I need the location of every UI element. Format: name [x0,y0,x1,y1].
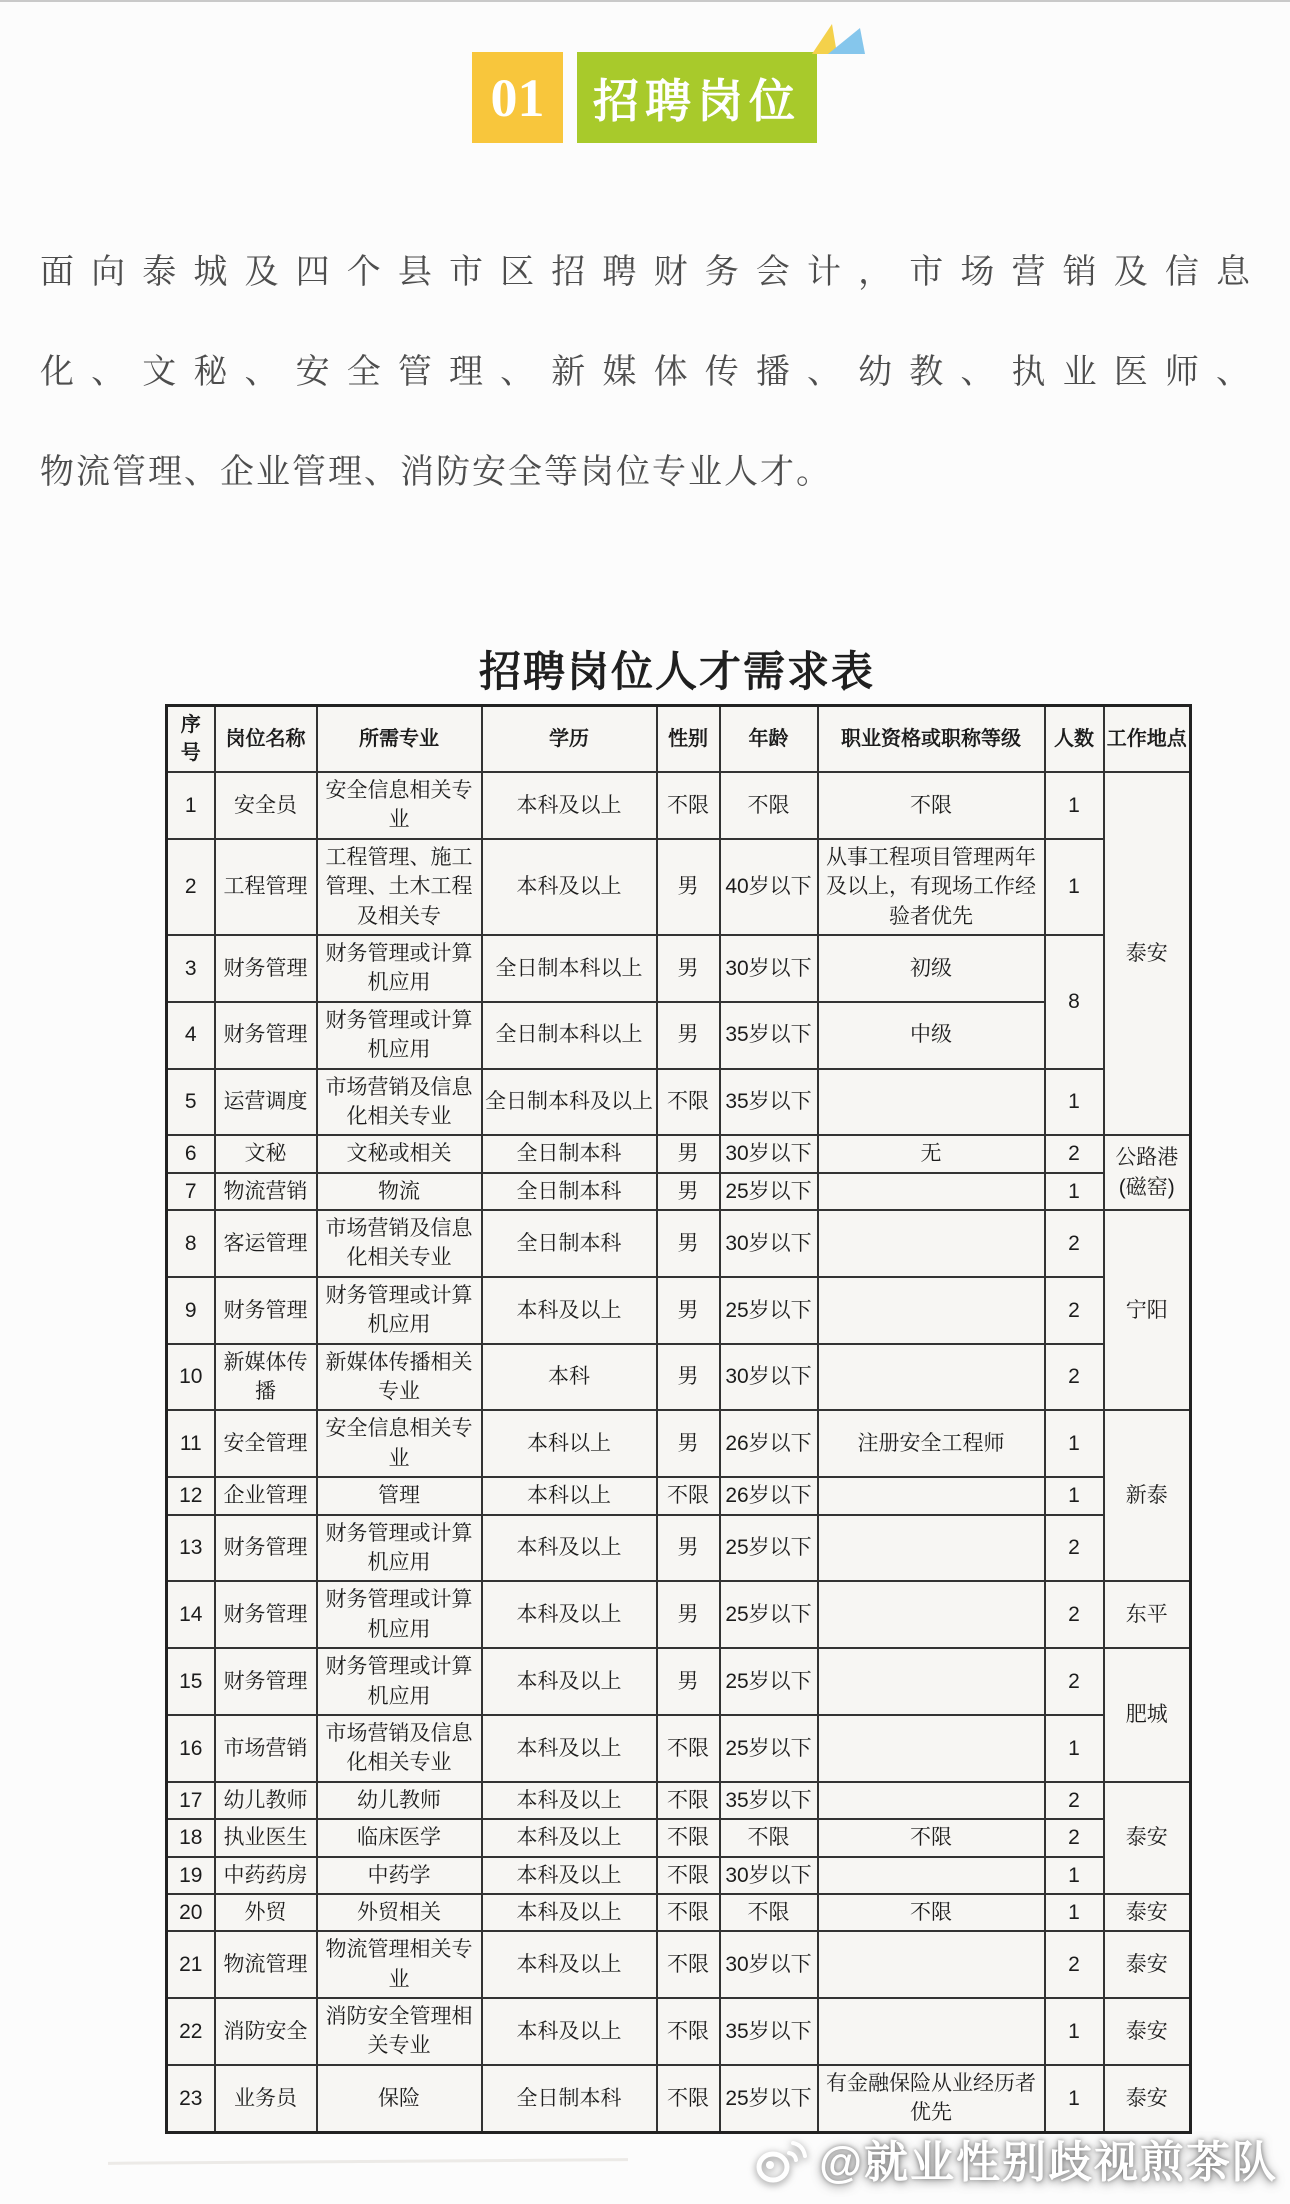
table-row [167,1410,1191,1477]
cell-qualification: 不限 [818,1894,1045,1931]
cell-no: 2 [167,839,215,935]
cell-position: 安全管理 [215,1410,317,1477]
cell-position: 财务管理 [215,1277,317,1344]
table-row [167,1782,1191,1819]
cell-gender: 男 [657,1173,720,1210]
header-location: 工作地点 [1104,706,1191,773]
cell-count: 1 [1045,772,1104,839]
cell-age: 不限 [720,1819,818,1856]
table-row [167,1894,1191,1931]
cell-count: 2 [1045,1931,1104,1998]
cell-major: 物流管理相关专业 [317,1931,482,1998]
intro-line: 物流管理、企业管理、消防安全等岗位专业人才。 [40,453,832,491]
cell-education: 全日制本科 [482,1210,657,1277]
cell-no: 18 [167,1819,215,1856]
cell-major: 工程管理、施工管理、土木工程及相关专 [317,839,482,935]
cell-age: 30岁以下 [720,1857,818,1894]
cell-gender: 不限 [657,1782,720,1819]
cell-education: 全日制本科及以上 [482,1069,657,1136]
section-number: 01 [472,52,563,143]
cell-gender: 不限 [657,1819,720,1856]
cell-position: 安全员 [215,772,317,839]
cell-education: 全日制本科 [482,1173,657,1210]
cell-count: 2 [1045,1648,1104,1715]
cell-count: 1 [1045,1173,1104,1210]
cell-position: 物流营销 [215,1173,317,1210]
cell-no: 15 [167,1648,215,1715]
section-title: 招聘岗位 [577,52,817,143]
cell-count: 2 [1045,1515,1104,1582]
cell-education: 本科及以上 [482,1931,657,1998]
cell-position: 业务员 [215,2065,317,2132]
cell-education: 本科及以上 [482,1581,657,1648]
cell-no: 17 [167,1782,215,1819]
cell-age: 30岁以下 [720,1344,818,1411]
table-title: 招聘岗位人才需求表 [478,650,875,696]
watermark [0,2126,1278,2190]
cell-education: 全日制本科以上 [482,1002,657,1069]
cell-education: 本科及以上 [482,1894,657,1931]
cell-no: 20 [167,1894,215,1931]
cell-position: 财务管理 [215,1581,317,1648]
cell-count: 2 [1045,1135,1104,1172]
cell-age: 30岁以下 [720,1135,818,1172]
recruitment-table [165,704,1192,2134]
cell-gender: 不限 [657,1715,720,1782]
cell-major: 临床医学 [317,1819,482,1856]
cell-major: 财务管理或计算机应用 [317,1002,482,1069]
cell-qualification [818,1277,1045,1344]
cell-major: 财务管理或计算机应用 [317,1648,482,1715]
cell-location: 泰安 [1104,1931,1191,1998]
cell-education: 本科及以上 [482,1715,657,1782]
cell-age: 26岁以下 [720,1477,818,1514]
cell-major: 新媒体传播相关专业 [317,1344,482,1411]
cell-count: 1 [1045,1715,1104,1782]
cell-location: 泰安 [1104,2065,1191,2132]
intro-paragraph [40,222,1251,522]
cell-education: 本科及以上 [482,1819,657,1856]
cell-count: 1 [1045,1894,1104,1931]
cell-major: 幼儿教师 [317,1782,482,1819]
cell-major: 外贸相关 [317,1894,482,1931]
table-row [167,839,1191,935]
cell-education: 本科及以上 [482,839,657,935]
cell-no: 21 [167,1931,215,1998]
cell-count: 2 [1045,1277,1104,1344]
cell-education: 本科及以上 [482,1782,657,1819]
cell-qualification: 中级 [818,1002,1045,1069]
cell-qualification [818,1344,1045,1411]
table-row [167,1998,1191,2065]
cell-location: 东平 [1104,1581,1191,1648]
table-row [167,1344,1191,1411]
cell-count: 2 [1045,1782,1104,1819]
cell-count: 1 [1045,1069,1104,1136]
cell-qualification: 有金融保险从业经历者优先 [818,2065,1045,2132]
cell-no: 12 [167,1477,215,1514]
cell-count: 2 [1045,1344,1104,1411]
cell-age: 35岁以下 [720,1998,818,2065]
table-row [167,1277,1191,1344]
cell-education: 本科及以上 [482,772,657,839]
table-row [167,1857,1191,1894]
cell-position: 财务管理 [215,1515,317,1582]
cell-gender: 不限 [657,772,720,839]
cell-qualification [818,1173,1045,1210]
cell-no: 19 [167,1857,215,1894]
cell-position: 运营调度 [215,1069,317,1136]
cell-no: 8 [167,1210,215,1277]
scanned-table-section [0,612,1290,2134]
cell-location: 泰安 [1104,1998,1191,2065]
cell-no: 23 [167,2065,215,2132]
cell-major: 市场营销及信息化相关专业 [317,1069,482,1136]
cell-location: 新泰 [1104,1410,1191,1581]
header-gender: 性别 [657,706,720,773]
cell-age: 30岁以下 [720,1931,818,1998]
cell-gender: 不限 [657,2065,720,2132]
cell-gender: 男 [657,935,720,1002]
cell-qualification: 初级 [818,935,1045,1002]
cell-position: 工程管理 [215,839,317,935]
cell-age: 30岁以下 [720,935,818,1002]
table-row [167,1515,1191,1582]
cell-location: 肥城 [1104,1648,1191,1782]
cell-position: 文秘 [215,1135,317,1172]
cell-gender: 不限 [657,1857,720,1894]
corner-triangles-icon [810,24,870,56]
cell-qualification: 注册安全工程师 [818,1410,1045,1477]
cell-gender: 不限 [657,1998,720,2065]
cell-count: 8 [1045,935,1104,1069]
cell-education: 本科以上 [482,1410,657,1477]
cell-major: 物流 [317,1173,482,1210]
cell-age: 26岁以下 [720,1410,818,1477]
intro-line: 化、文秘、安全管理、新媒体传播、幼教、执业医师、 [40,353,1251,391]
cell-major: 管理 [317,1477,482,1514]
cell-count: 1 [1045,1857,1104,1894]
cell-position: 消防安全 [215,1998,317,2065]
cell-position: 客运管理 [215,1210,317,1277]
cell-position: 企业管理 [215,1477,317,1514]
cell-major: 财务管理或计算机应用 [317,1581,482,1648]
cell-age: 25岁以下 [720,1581,818,1648]
cell-age: 25岁以下 [720,2065,818,2132]
cell-qualification [818,1857,1045,1894]
cell-position: 外贸 [215,1894,317,1931]
cell-no: 13 [167,1515,215,1582]
cell-education: 全日制本科以上 [482,935,657,1002]
cell-position: 物流管理 [215,1931,317,1998]
cell-education: 本科及以上 [482,1277,657,1344]
cell-position: 新媒体传播 [215,1344,317,1411]
section-badge [472,52,817,143]
cell-gender: 男 [657,1344,720,1411]
cell-no: 7 [167,1173,215,1210]
cell-gender: 男 [657,1410,720,1477]
cell-qualification [818,1648,1045,1715]
cell-count: 1 [1045,1477,1104,1514]
cell-age: 不限 [720,772,818,839]
table-row [167,1069,1191,1136]
cell-age: 30岁以下 [720,1210,818,1277]
cell-position: 财务管理 [215,1002,317,1069]
cell-gender: 不限 [657,1931,720,1998]
cell-gender: 男 [657,1210,720,1277]
cell-position: 财务管理 [215,935,317,1002]
cell-major: 市场营销及信息化相关专业 [317,1210,482,1277]
cell-major: 市场营销及信息化相关专业 [317,1715,482,1782]
cell-position: 执业医生 [215,1819,317,1856]
cell-qualification [818,1782,1045,1819]
cell-education: 全日制本科 [482,1135,657,1172]
cell-education: 本科以上 [482,1477,657,1514]
table-row [167,1715,1191,1782]
cell-location: 泰安 [1104,772,1191,1135]
cell-position: 市场营销 [215,1715,317,1782]
header-age: 年龄 [720,706,818,773]
cell-no: 16 [167,1715,215,1782]
cell-qualification [818,1931,1045,1998]
cell-no: 11 [167,1410,215,1477]
table-row [167,1931,1191,1998]
cell-gender: 男 [657,839,720,935]
cell-qualification [818,1069,1045,1136]
cell-major: 中药学 [317,1857,482,1894]
cell-major: 安全信息相关专业 [317,1410,482,1477]
cell-no: 3 [167,935,215,1002]
cell-major: 财务管理或计算机应用 [317,1515,482,1582]
header-major: 所需专业 [317,706,482,773]
weibo-icon [755,2137,809,2185]
table-header-row [167,706,1191,773]
cell-location: 宁阳 [1104,1210,1191,1410]
cell-count: 2 [1045,1819,1104,1856]
cell-education: 本科及以上 [482,1998,657,2065]
cell-no: 22 [167,1998,215,2065]
cell-qualification [818,1477,1045,1514]
cell-major: 消防安全管理相关专业 [317,1998,482,2065]
cell-qualification: 从事工程项目管理两年及以上，有现场工作经验者优先 [818,839,1045,935]
cell-no: 10 [167,1344,215,1411]
cell-education: 本科及以上 [482,1515,657,1582]
cell-no: 6 [167,1135,215,1172]
cell-age: 25岁以下 [720,1715,818,1782]
cell-no: 9 [167,1277,215,1344]
header-qualification: 职业资格或职称等级 [818,706,1045,773]
cell-qualification: 无 [818,1135,1045,1172]
cell-major: 财务管理或计算机应用 [317,1277,482,1344]
cell-education: 本科 [482,1344,657,1411]
table-row [167,1581,1191,1648]
table-row [167,1002,1191,1069]
cell-qualification [818,1715,1045,1782]
header-education: 学历 [482,706,657,773]
cell-gender: 男 [657,1515,720,1582]
top-divider [0,0,1290,2]
cell-position: 幼儿教师 [215,1782,317,1819]
cell-age: 35岁以下 [720,1782,818,1819]
table-row [167,772,1191,839]
table-row [167,2065,1191,2132]
cell-gender: 男 [657,1002,720,1069]
cell-count: 1 [1045,2065,1104,2132]
intro-line: 面向泰城及四个县市区招聘财务会计，市场营销及信息 [40,253,1251,291]
cell-gender: 不限 [657,1477,720,1514]
cell-gender: 男 [657,1648,720,1715]
cell-gender: 男 [657,1135,720,1172]
cell-count: 1 [1045,839,1104,935]
cell-gender: 男 [657,1581,720,1648]
cell-age: 25岁以下 [720,1277,818,1344]
cell-education: 本科及以上 [482,1648,657,1715]
cell-age: 35岁以下 [720,1069,818,1136]
cell-qualification [818,1210,1045,1277]
cell-qualification [818,1581,1045,1648]
cell-qualification [818,1515,1045,1582]
cell-position: 中药药房 [215,1857,317,1894]
cell-major: 安全信息相关专业 [317,772,482,839]
cell-count: 1 [1045,1998,1104,2065]
cell-major: 保险 [317,2065,482,2132]
cell-no: 1 [167,772,215,839]
header-position: 岗位名称 [215,706,317,773]
cell-qualification [818,1998,1045,2065]
cell-age: 25岁以下 [720,1648,818,1715]
table-row [167,1477,1191,1514]
header-count: 人数 [1045,706,1104,773]
cell-location: 泰安 [1104,1894,1191,1931]
table-row [167,1135,1191,1172]
table-row [167,1210,1191,1277]
cell-qualification: 不限 [818,772,1045,839]
cell-age: 不限 [720,1894,818,1931]
cell-age: 40岁以下 [720,839,818,935]
cell-no: 4 [167,1002,215,1069]
table-row [167,935,1191,1002]
table-row [167,1819,1191,1856]
cell-age: 35岁以下 [720,1002,818,1069]
cell-education: 本科及以上 [482,1857,657,1894]
cell-count: 1 [1045,1410,1104,1477]
cell-location: 泰安 [1104,1782,1191,1894]
cell-gender: 不限 [657,1894,720,1931]
cell-no: 5 [167,1069,215,1136]
header-no: 序号 [167,706,215,773]
cell-major: 文秘或相关 [317,1135,482,1172]
cell-position: 财务管理 [215,1648,317,1715]
cell-location: 公路港(磁窑) [1104,1135,1191,1210]
cell-qualification: 不限 [818,1819,1045,1856]
cell-no: 14 [167,1581,215,1648]
cell-gender: 男 [657,1277,720,1344]
cell-age: 25岁以下 [720,1515,818,1582]
cell-gender: 不限 [657,1069,720,1136]
cell-major: 财务管理或计算机应用 [317,935,482,1002]
cell-age: 25岁以下 [720,1173,818,1210]
table-row [167,1173,1191,1210]
cell-count: 2 [1045,1581,1104,1648]
watermark-handle: @就业性别歧视煎茶队 [819,2138,1278,2187]
table-row [167,1648,1191,1715]
cell-count: 2 [1045,1210,1104,1277]
cell-education: 全日制本科 [482,2065,657,2132]
